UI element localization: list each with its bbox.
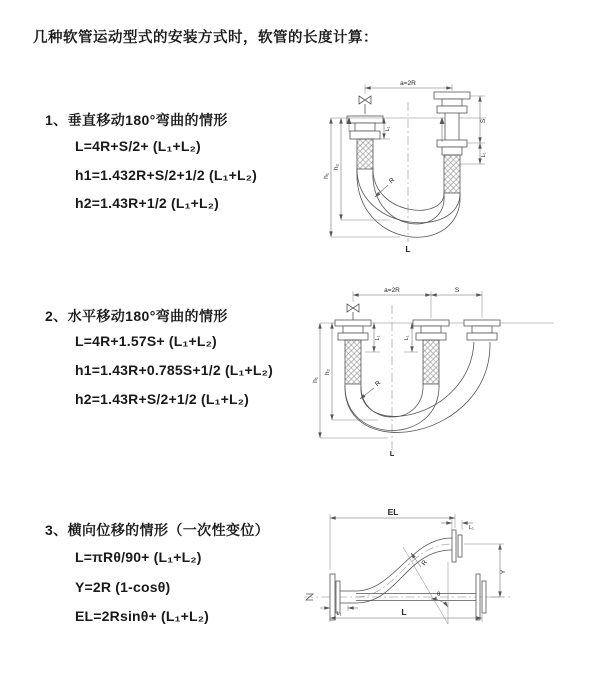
page-title: 几种软管运动型式的安装方式时，软管的长度计算： xyxy=(33,30,378,46)
section-1-formula-h1: h1=1.432R+S/2+1/2 (L₁+L₂) xyxy=(75,167,257,183)
angle-theta xyxy=(403,547,448,624)
dimension-l1-top xyxy=(441,520,474,531)
braided-hose-section xyxy=(444,155,460,193)
section-2-formula-h2: h2=1.43R+S/2+1/2 (L₁+L₂) xyxy=(75,391,250,407)
dim-label-length: L xyxy=(389,449,395,458)
dim-label-radius: R xyxy=(387,176,397,186)
diagram-horizontal-180-bend xyxy=(306,280,598,460)
dimension-radius xyxy=(360,379,382,399)
diagram-vertical-180-bend xyxy=(312,72,582,257)
right-flange-fitting xyxy=(464,320,500,340)
dim-label-h1: h₁ xyxy=(323,173,330,179)
section-3-heading: 3、横向位移的情形（一次性变位） xyxy=(45,522,270,538)
dim-label-a2r: a=2R xyxy=(400,80,416,87)
dim-label-length: L xyxy=(405,244,411,254)
dim-label-radius: R xyxy=(373,379,383,389)
dimension-a2r xyxy=(353,287,482,318)
dim-label-l1-left: L₁ xyxy=(385,126,391,132)
dim-label-l1-b: L₁ xyxy=(404,335,410,341)
left-flange-fitting xyxy=(347,116,383,169)
section-1-heading: 1、垂直移动180°弯曲的情形 xyxy=(45,112,228,128)
section-3-formula-l: L=πRθ/90+ (L₁+L₂) xyxy=(75,549,202,565)
section-1-formula-h2: h2=1.43R+1/2 (L₁+L₂) xyxy=(75,195,220,211)
dim-label-l1-a: L₁ xyxy=(375,335,381,341)
braided-hose-section xyxy=(345,340,361,384)
dim-label-h2: h₂ xyxy=(324,368,331,376)
dim-label-h2: h₂ xyxy=(333,163,340,171)
dim-label-s: S xyxy=(454,287,460,294)
dim-label-radius: R xyxy=(420,559,429,568)
dimension-l xyxy=(330,607,482,622)
upper-flange-fitting xyxy=(452,530,462,562)
dimension-s xyxy=(431,287,482,295)
dim-label-l1-right: L₁ xyxy=(481,152,487,158)
dim-label-y: Y xyxy=(500,569,507,575)
diagram-lateral-displacement xyxy=(298,502,598,647)
section-2-formula-h1: h1=1.43R+0.785S+1/2 (L₁+L₂) xyxy=(75,362,273,378)
dimension-radius xyxy=(375,176,396,197)
dim-label-a2r: a=2R xyxy=(384,287,400,294)
valve-symbol-icon xyxy=(347,304,359,320)
right-flange-fitting xyxy=(434,92,470,193)
middle-flange-fitting xyxy=(413,320,449,384)
dim-label-l1-top: L₁ xyxy=(469,525,474,531)
dim-label-l: L xyxy=(401,607,407,617)
section-3-formula-y: Y=2R (1-cosθ) xyxy=(75,579,171,595)
braided-hose-section xyxy=(357,139,373,169)
dimension-s xyxy=(467,96,487,143)
braided-hose-section xyxy=(423,340,439,384)
section-1-formula-l: L=4R+S/2+ (L₁+L₂) xyxy=(75,138,201,154)
section-2-formula-l: L=4R+1.57S+ (L₁+L₂) xyxy=(75,333,217,349)
dim-label-h1: h₁ xyxy=(312,377,319,383)
hose-curves xyxy=(345,342,490,432)
dim-label-el: EL xyxy=(387,507,399,517)
dimension-el xyxy=(330,507,455,570)
dim-label-theta: θ xyxy=(437,592,441,598)
section-2-heading: 2、水平移动180°弯曲的情形 xyxy=(45,308,228,324)
dim-label-l1-left: L₁ xyxy=(336,611,342,617)
section-3-formula-el: EL=2Rsinθ+ (L₁+L₂) xyxy=(75,608,210,624)
valve-symbol-icon xyxy=(359,96,371,114)
dim-label-s: S xyxy=(480,118,487,124)
